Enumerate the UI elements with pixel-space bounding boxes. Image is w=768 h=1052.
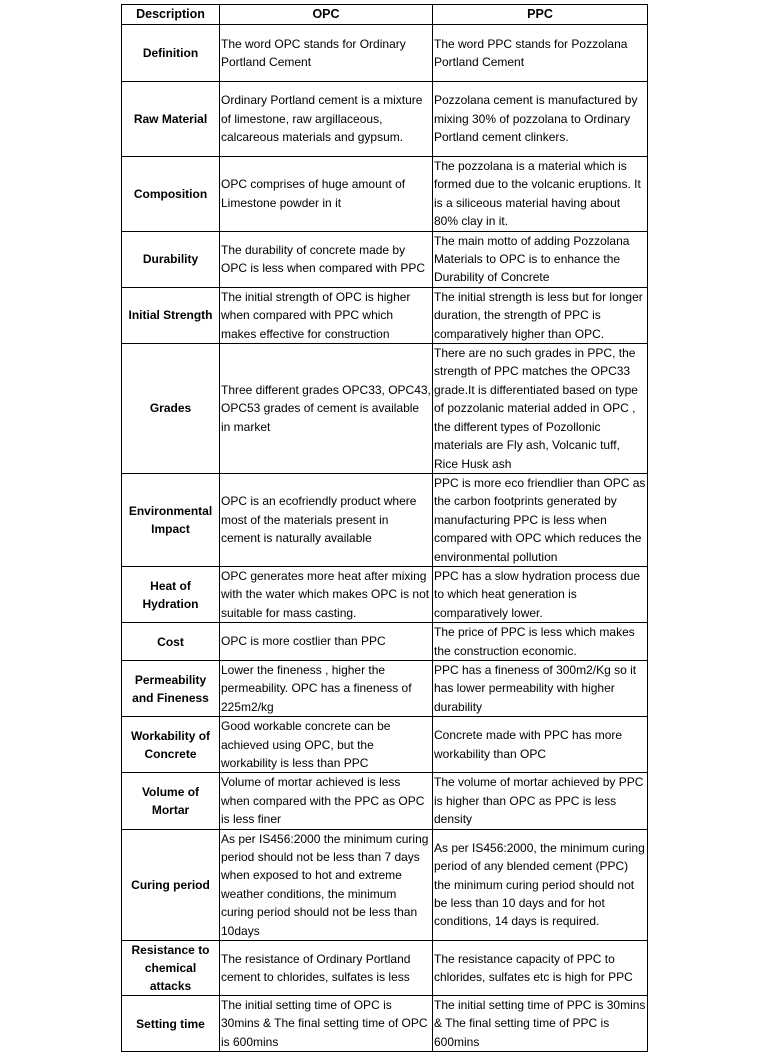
- row-opc-cell: OPC is more costlier than PPC: [220, 623, 433, 661]
- row-opc-cell: As per IS456:2000 the minimum curing period should not be less than 7 days when exposed to hot and extreme weather conditions, the minimum curing period should not be less than 10days: [220, 829, 433, 940]
- row-opc-cell: OPC is an ecofriendly product where most of the materials present in cement is naturally available: [220, 473, 433, 566]
- row-ppc-cell: There are no such grades in PPC, the strength of PPC matches the OPC33 grade.It is differentiated based on type of pozzolanic material added in OPC , the different types of Pozollonic materials are Fly ash, Volcanic tuff, Rice Husk ash: [433, 344, 648, 474]
- row-ppc-cell: The initial setting time of PPC is 30mins & The final setting time of PPC is 600mins: [433, 996, 648, 1052]
- row-description: Curing period: [122, 829, 220, 940]
- row-description: Grades: [122, 344, 220, 474]
- header-opc: OPC: [220, 5, 433, 25]
- row-opc-cell: The durability of concrete made by OPC is less when compared with PPC: [220, 231, 433, 287]
- row-ppc-cell: The resistance capacity of PPC to chlorides, sulfates etc is high for PPC: [433, 941, 648, 996]
- row-opc-cell: The word OPC stands for Ordinary Portland Cement: [220, 25, 433, 82]
- comparison-sheet: [121, 4, 647, 1052]
- row-description: Environmental Impact: [122, 473, 220, 566]
- row-ppc-cell: As per IS456:2000, the minimum curing period of any blended cement (PPC) the minimum curing period should not be less than 10 days and for hot conditions, 14 days is required.: [433, 829, 648, 940]
- row-ppc-cell: The main motto of adding Pozzolana Materials to OPC is to enhance the Durability of Concrete: [433, 231, 648, 287]
- row-opc-cell: Volume of mortar achieved is less when compared with the PPC as OPC is less finer: [220, 773, 433, 829]
- table-row: [122, 287, 648, 343]
- row-ppc-cell: Pozzolana cement is manufactured by mixing 30% of pozzolana to Ordinary Portland cement clinkers.: [433, 82, 648, 157]
- row-opc-cell: The initial strength of OPC is higher when compared with PPC which makes effective for construction: [220, 287, 433, 343]
- row-opc-cell: Ordinary Portland cement is a mixture of limestone, raw argillaceous, calcareous materials and gypsum.: [220, 82, 433, 157]
- row-ppc-cell: The price of PPC is less which makes the construction economic.: [433, 623, 648, 661]
- table-row: [122, 344, 648, 474]
- row-description: Durability: [122, 231, 220, 287]
- row-description: Initial Strength: [122, 287, 220, 343]
- header-description: Description: [122, 5, 220, 25]
- row-opc-cell: The resistance of Ordinary Portland cement to chlorides, sulfates is less: [220, 941, 433, 996]
- row-ppc-cell: The pozzolana is a material which is formed due to the volcanic eruptions. It is a siliceous material having about 80% clay in it.: [433, 157, 648, 232]
- row-ppc-cell: The volume of mortar achieved by PPC is higher than OPC as PPC is less density: [433, 773, 648, 829]
- table-row: [122, 25, 648, 82]
- row-ppc-cell: PPC has a fineness of 300m2/Kg so it has lower permeability with higher durability: [433, 660, 648, 716]
- row-ppc-cell: The word PPC stands for Pozzolana Portland Cement: [433, 25, 648, 82]
- row-description: Workability of Concrete: [122, 717, 220, 773]
- row-ppc-cell: PPC has a slow hydration process due to which heat generation is comparatively lower.: [433, 566, 648, 622]
- row-ppc-cell: PPC is more eco friendlier than OPC as the carbon footprints generated by manufacturing PPC is less when compared with OPC which reduces the environmental pollution: [433, 473, 648, 566]
- row-opc-cell: OPC comprises of huge amount of Limestone powder in it: [220, 157, 433, 232]
- row-opc-cell: Lower the fineness , higher the permeability. OPC has a fineness of 225m2/kg: [220, 660, 433, 716]
- row-opc-cell: Good workable concrete can be achieved using OPC, but the workability is less than PPC: [220, 717, 433, 773]
- table-row: [122, 623, 648, 661]
- table-row: [122, 82, 648, 157]
- row-ppc-cell: The initial strength is less but for longer duration, the strength of PPC is comparatively higher than OPC.: [433, 287, 648, 343]
- table-row: [122, 231, 648, 287]
- row-description: Cost: [122, 623, 220, 661]
- row-description: Setting time: [122, 996, 220, 1052]
- table-row: [122, 157, 648, 232]
- row-opc-cell: Three different grades OPC33, OPC43, OPC53 grades of cement is available in market: [220, 344, 433, 474]
- table-row: [122, 941, 648, 996]
- table-row: [122, 566, 648, 622]
- row-description: Resistance to chemical attacks: [122, 941, 220, 996]
- header-row: [122, 5, 648, 25]
- table-row: [122, 717, 648, 773]
- table-row: [122, 829, 648, 940]
- table-row: [122, 660, 648, 716]
- row-description: Composition: [122, 157, 220, 232]
- row-description: Heat of Hydration: [122, 566, 220, 622]
- header-ppc: PPC: [433, 5, 648, 25]
- row-description: Permeability and Fineness: [122, 660, 220, 716]
- row-description: Definition: [122, 25, 220, 82]
- table-row: [122, 773, 648, 829]
- row-opc-cell: The initial setting time of OPC is 30mins & The final setting time of OPC is 600mins: [220, 996, 433, 1052]
- row-description: Raw Material: [122, 82, 220, 157]
- table-row: [122, 473, 648, 566]
- row-ppc-cell: Concrete made with PPC has more workability than OPC: [433, 717, 648, 773]
- row-description: Volume of Mortar: [122, 773, 220, 829]
- row-opc-cell: OPC generates more heat after mixing with the water which makes OPC is not suitable for mass casting.: [220, 566, 433, 622]
- opc-ppc-comparison-table: [121, 4, 648, 1052]
